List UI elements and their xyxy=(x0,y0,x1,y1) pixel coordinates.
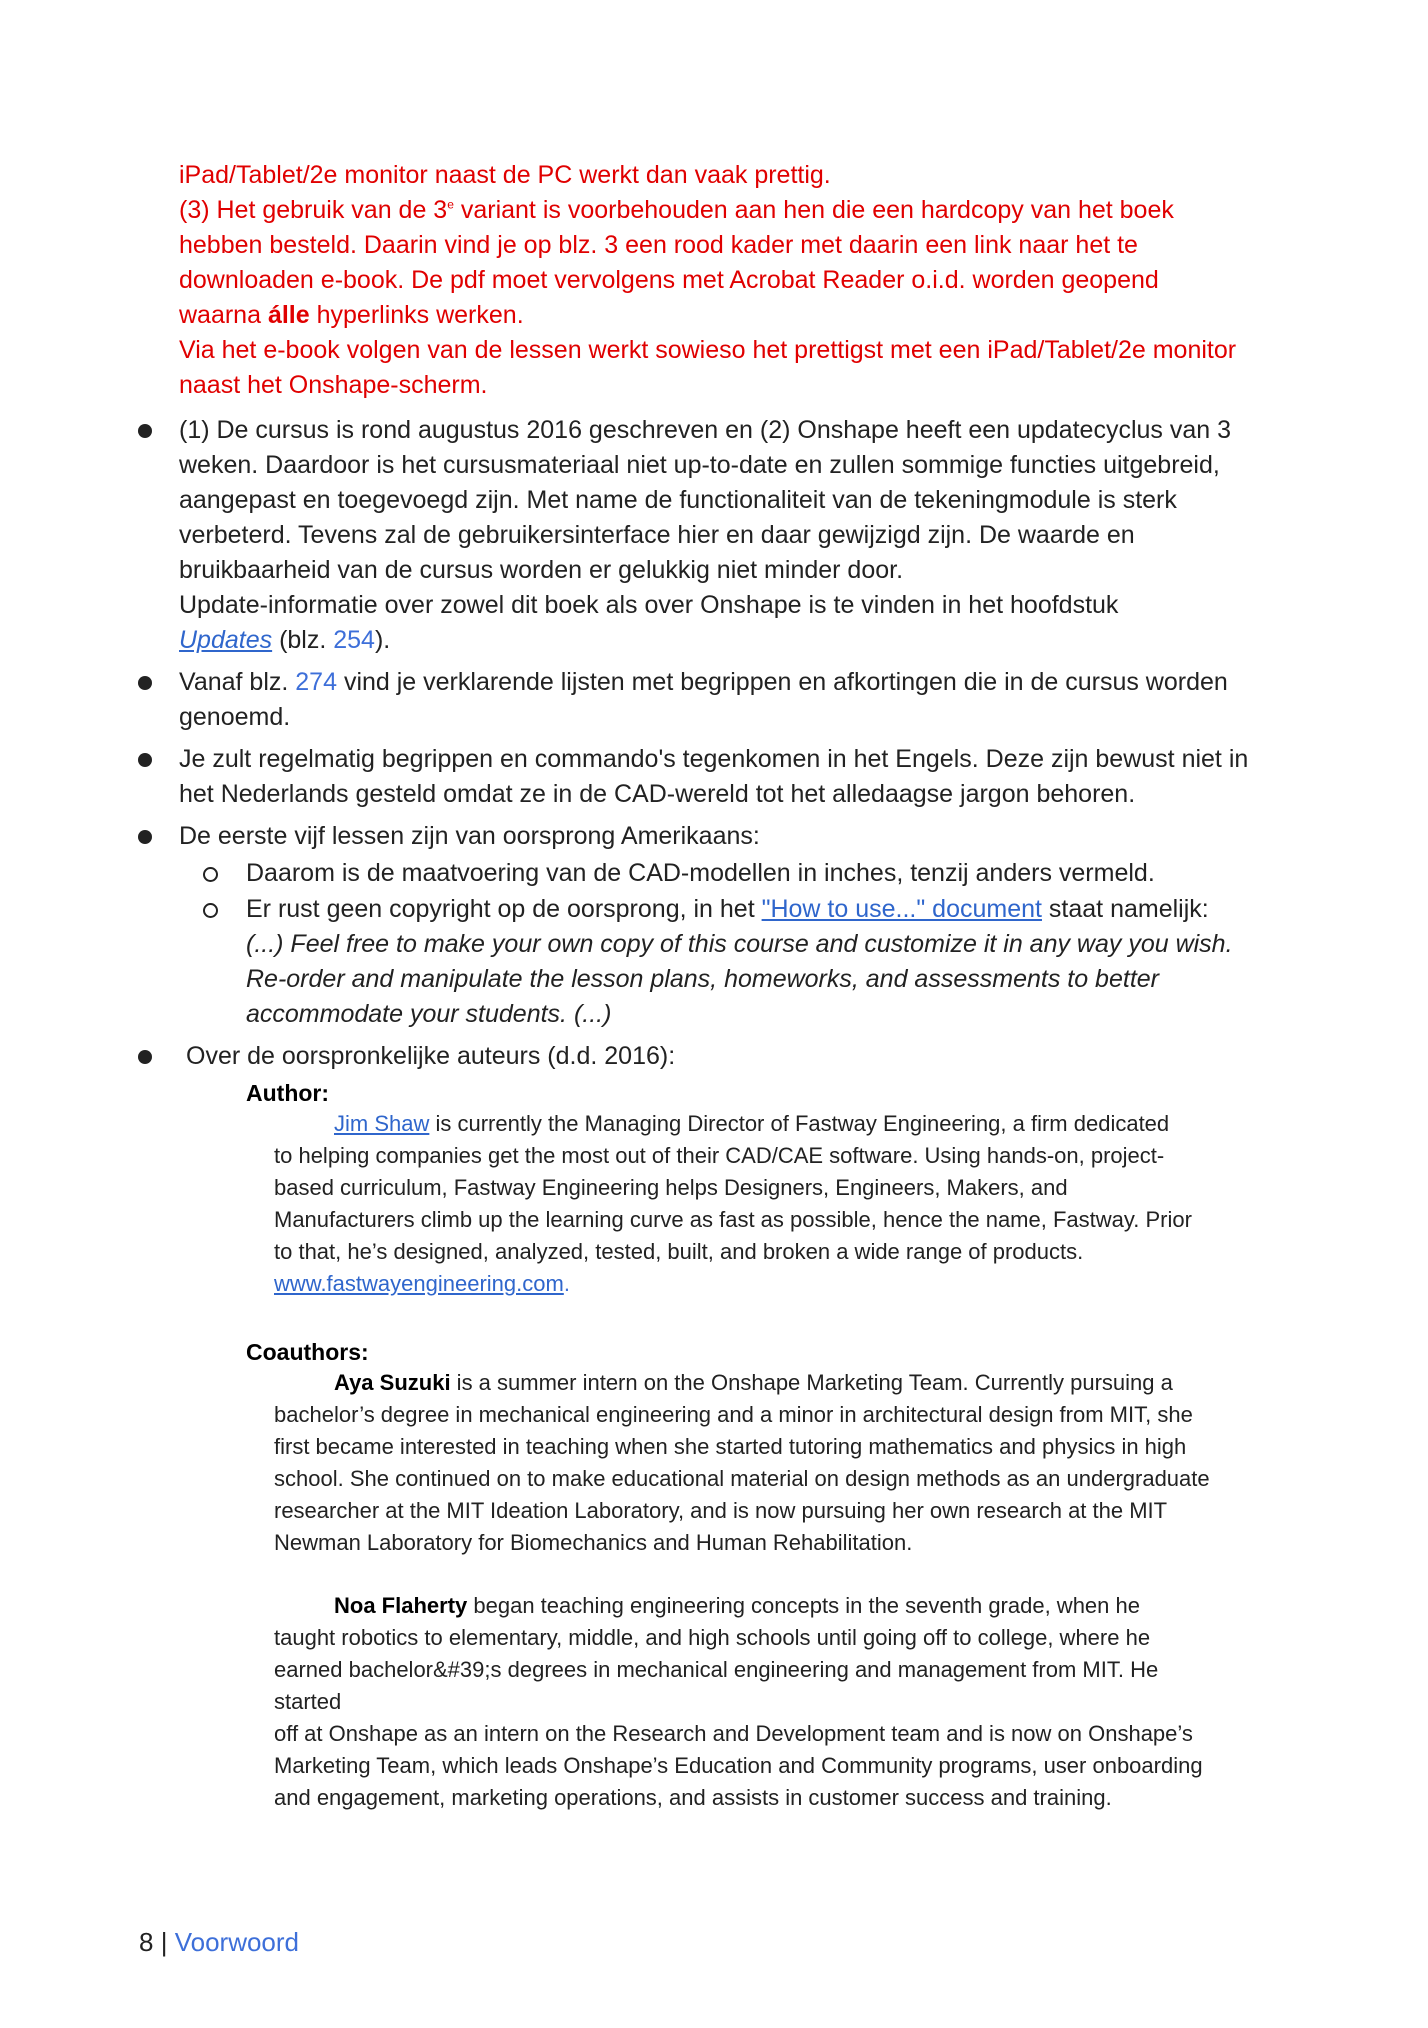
page-ref-link[interactable]: 274 xyxy=(295,668,337,696)
author-line: to helping companies get the most out of their CAD/CAE software. Using hands-on, project- xyxy=(274,1143,1165,1168)
coauthor1-line: Newman Laboratory for Biomechanics and Human Rehabilitation. xyxy=(274,1530,913,1555)
coauthor1-line: Aya Suzuki is a summer intern on the Onshape Marketing Team. Currently pursuing a xyxy=(334,1370,1173,1395)
aya-suzuki-name: Aya Suzuki xyxy=(334,1370,451,1395)
coauthor2-line: taught robotics to elementary, middle, and high schools until going off to college, where he xyxy=(274,1625,1151,1650)
bullet2-line: genoemd. xyxy=(179,703,291,731)
bullet1-line: Update-informatie over zowel dit boek als over Onshape is te vinden in het hoofdstuk xyxy=(179,591,1119,619)
red-note-line: downloaden e-book. De pdf moet vervolgens met Acrobat Reader o.i.d. worden geopend xyxy=(179,266,1159,294)
hollow-bullet-icon xyxy=(203,867,218,882)
quote-line: Re-order and manipulate the lesson plans, homeworks, and assessments to better xyxy=(246,965,1159,993)
coauthor2-line: and engagement, marketing operations, and assists in customer success and training. xyxy=(274,1785,1112,1810)
bullet-icon xyxy=(138,753,152,767)
author-line: Jim Shaw is currently the Managing Director of Fastway Engineering, a firm dedicated xyxy=(334,1111,1170,1136)
bullet4-line: De eerste vijf lessen zijn van oorsprong Amerikaans: xyxy=(179,822,760,850)
red-note-line: hebben besteld. Daarin vind je op blz. 3 een rood kader met daarin een link naar het te xyxy=(179,231,1138,259)
author-heading: Author: xyxy=(246,1080,330,1106)
section-title-link[interactable]: Voorwoord xyxy=(174,1927,300,1957)
red-note-line: Via het e-book volgen van de lessen werkt sowieso het prettigst met een iPad/Tablet/2e monitor xyxy=(179,336,1237,364)
jim-shaw-link[interactable]: Jim Shaw xyxy=(334,1111,430,1136)
coauthor2-line: earned bachelor&#39;s degrees in mechanical engineering and management from MIT. He xyxy=(274,1657,1159,1682)
bullet4-sub1: Daarom is de maatvoering van de CAD-modellen in inches, tenzij anders vermeld. xyxy=(246,859,1155,887)
website-link[interactable]: www.fastwayengineering.com xyxy=(274,1271,564,1296)
bullet1-line: verbeterd. Tevens zal de gebruikersinterface hier en daar gewijzigd zijn. De waarde en xyxy=(179,521,1135,549)
updates-link[interactable]: Updates xyxy=(179,626,273,654)
emphasis-alle: álle xyxy=(267,301,310,329)
red-note-line: (3) Het gebruik van de 3e variant is voorbehouden aan hen die een hardcopy van het boek xyxy=(179,196,1174,224)
author-line: Manufacturers climb up the learning curve as fast as possible, hence the name, Fastway. Prior xyxy=(274,1207,1192,1232)
coauthor2-line: started xyxy=(274,1689,342,1714)
red-note-line: iPad/Tablet/2e monitor naast de PC werkt dan vaak prettig. xyxy=(179,161,831,189)
bullet1-line: bruikbaarheid van de cursus worden er gelukkig niet minder door. xyxy=(179,556,904,584)
coauthor2-line: off at Onshape as an intern on the Research and Development team and is now on Onshape’s xyxy=(274,1721,1193,1746)
bullet3-line: Je zult regelmatig begrippen en commando's tegenkomen in het Engels. Deze zijn bewust niet in xyxy=(179,745,1249,773)
bullet5-line: Over de oorspronkelijke auteurs (d.d. 2016): xyxy=(186,1042,676,1070)
red-note-line: naast het Onshape-scherm. xyxy=(179,371,488,399)
page-ref-link[interactable]: 254 xyxy=(333,626,375,654)
bullet1-line: Updates (blz. 254). xyxy=(179,626,391,654)
bullet4-sub2: Er rust geen copyright op de oorsprong, in het "How to use..." document staat namelijk: xyxy=(246,895,1209,923)
author-line: www.fastwayengineering.com. xyxy=(274,1271,570,1296)
bullet-icon xyxy=(138,676,152,690)
bullet-icon xyxy=(138,424,152,438)
coauthor1-line: first became interested in teaching when she started tutoring mathematics and physics in high xyxy=(274,1434,1187,1459)
bullet1-line: aangepast en toegevoegd zijn. Met name de functionaliteit van de tekeningmodule is sterk xyxy=(179,486,1177,514)
coauthors-heading: Coauthors: xyxy=(246,1339,369,1365)
coauthor1-line: researcher at the MIT Ideation Laboratory, and is now pursuing her own research at the MIT xyxy=(274,1498,1168,1523)
quote-line: accommodate your students. (...) xyxy=(246,1000,612,1028)
how-to-use-link[interactable]: "How to use..." document xyxy=(761,895,1042,923)
quote-line: (...) Feel free to make your own copy of this course and customize it in any way you wish. xyxy=(246,930,1233,958)
bullet-icon xyxy=(138,830,152,844)
author-line: to that, he’s designed, analyzed, tested, built, and broken a wide range of products. xyxy=(274,1239,1084,1264)
author-line: based curriculum, Fastway Engineering helps Designers, Engineers, Makers, and xyxy=(274,1175,1068,1200)
bullet3-line: het Nederlands gesteld omdat ze in de CAD-wereld tot het alledaagse jargon behoren. xyxy=(179,780,1136,808)
page-footer xyxy=(139,1925,299,1959)
noa-flaherty-name: Noa Flaherty xyxy=(334,1593,468,1618)
page-number: 8 xyxy=(139,1927,154,1957)
hollow-bullet-icon xyxy=(203,903,218,918)
red-note-line: waarna álle hyperlinks werken. xyxy=(179,301,524,329)
bullet1-line: (1) De cursus is rond augustus 2016 geschreven en (2) Onshape heeft een updatecyclus van 3 xyxy=(179,416,1232,444)
bullet1-line: weken. Daardoor is het cursusmateriaal niet up-to-date en zullen sommige functies uitgebreid, xyxy=(179,451,1220,479)
coauthor2-line: Noa Flaherty began teaching engineering concepts in the seventh grade, when he xyxy=(334,1593,1140,1618)
coauthor1-line: school. She continued on to make educational material on design methods as an undergraduate xyxy=(274,1466,1210,1491)
coauthor2-line: Marketing Team, which leads Onshape’s Education and Community programs, user onboarding xyxy=(274,1753,1203,1778)
bullet2-line: Vanaf blz. 274 vind je verklarende lijsten met begrippen en afkortingen die in de cursus worden xyxy=(179,668,1228,696)
bullet-icon xyxy=(138,1050,152,1064)
coauthor1-line: bachelor’s degree in mechanical engineering and a minor in architectural design from MIT, she xyxy=(274,1402,1193,1427)
footer-separator: | xyxy=(160,1927,168,1957)
